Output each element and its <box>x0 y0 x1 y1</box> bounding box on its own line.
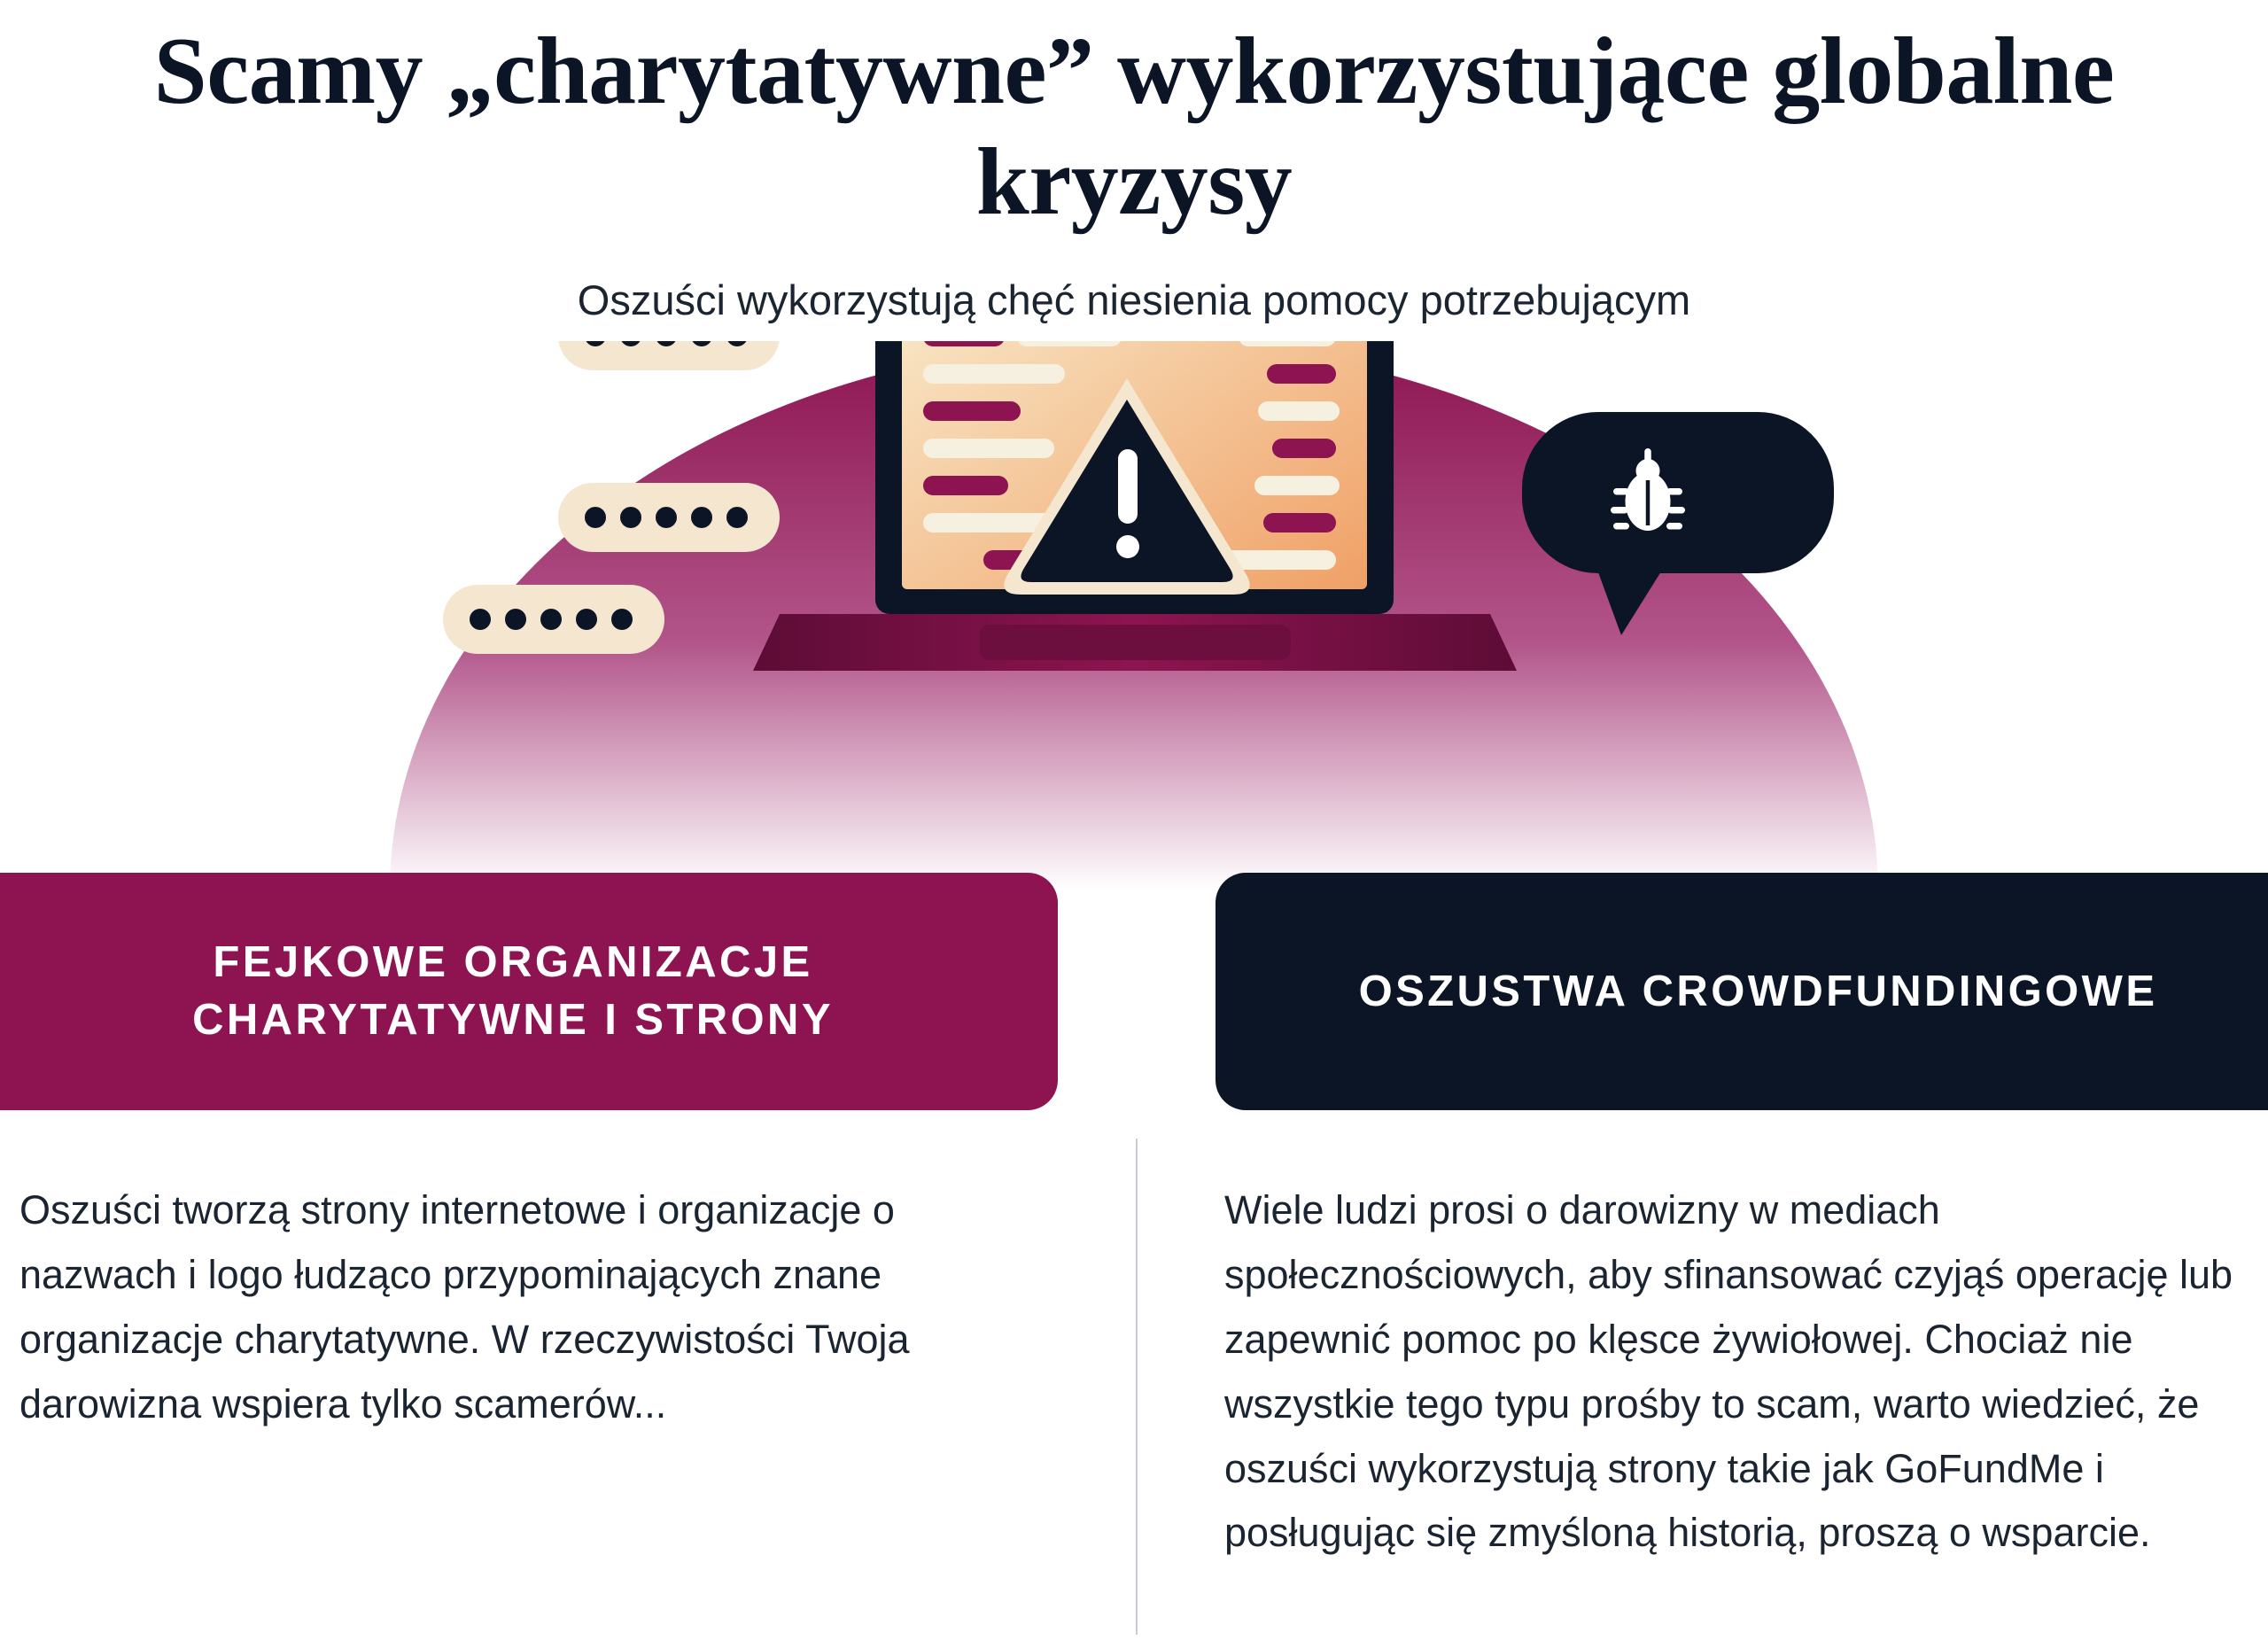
category-cards <box>0 873 2268 1121</box>
card-fake-charities[interactable] <box>0 873 1058 1110</box>
hero-illustration <box>0 341 2268 890</box>
category-descriptions <box>0 1139 2268 1635</box>
card-crowdfunding-scams[interactable] <box>1216 873 2268 1110</box>
illustration-svg <box>0 341 2268 890</box>
password-pill-top-visible <box>558 483 780 552</box>
column-divider <box>1136 1139 1138 1635</box>
card-fake-charities-title: FEJKOWE ORGANIZACJE CHARYTATYWNE I STRONY <box>192 938 834 1044</box>
page-title: Scamy „charytatywne” wykorzystujące globalne kryzysy <box>153 19 2115 236</box>
card-fake-charities-body: Oszuści tworzą strony internetowe i organizacje o nazwach i logo łudząco przypominających znane organizacje charytatywne. W rzeczywistości Twoja darowizna wspiera tylko scamerów... <box>19 1187 910 1426</box>
page-subtitle: Oszuści wykorzystują chęć niesienia pomocy potrzebującym <box>577 276 1691 323</box>
card-crowdfunding-scams-body: Wiele ludzi prosi o darowizny w mediach społecznościowych, aby sfinansować czyjąś operację lub zapewnić pomoc po klęsce żywiołowej. Chociaż nie wszystkie tego typu prośby to scam, warto wiedzieć, że oszuści wykorzystują strony takie jak GoFundMe i posługując się zmyśloną historią, proszą o wsparcie. <box>1224 1187 2233 1556</box>
card-crowdfunding-scams-title: OSZUSTWA CROWDFUNDINGOWE <box>1358 967 2158 1015</box>
password-pill-bottom <box>443 585 664 654</box>
infographic-header <box>0 0 2268 324</box>
password-pill-top <box>558 341 780 370</box>
